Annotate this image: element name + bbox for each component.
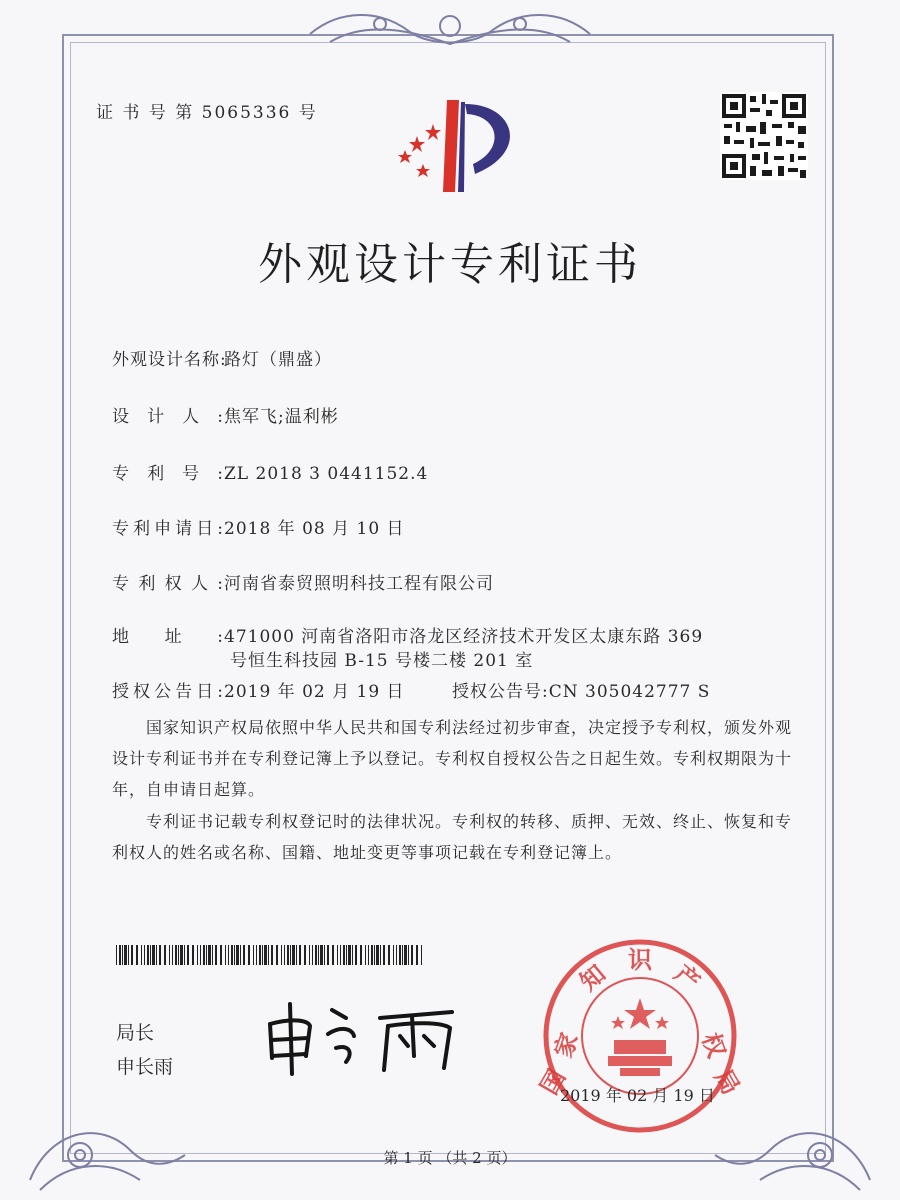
svg-text:国: 国 <box>534 1064 572 1100</box>
svg-text:家: 家 <box>549 1029 584 1062</box>
grant-no-label: 授权公告号: <box>452 682 549 702</box>
address-row <box>112 622 703 647</box>
patent-no-row <box>112 459 428 484</box>
patent-no-label: 专利号: <box>112 464 224 484</box>
svg-text:局: 局 <box>708 1064 746 1100</box>
barcode-icon <box>116 945 428 965</box>
patentee-label: 专利权人: <box>112 574 224 594</box>
design-name-label: 外观设计名称: <box>112 350 227 370</box>
director-name: 申长雨 <box>116 1056 174 1078</box>
address-line1: 471000 河南省洛阳市洛龙区经济技术开发区太康东路 369 <box>224 627 704 647</box>
address-label: 地址: <box>112 627 224 647</box>
certificate-number-value: 5065336 <box>201 103 292 123</box>
patentee-value: 河南省泰贸照明科技工程有限公司 <box>224 574 494 594</box>
certificate-title: 外观设计专利证书 <box>258 239 642 290</box>
body-paragraph-2-text: 专利证书记载专利权登记时的法律状况。专利权的转移、质押、无效、终止、恢复和专利权人的姓名或名称、国籍、地址变更等事项记载在专利登记簿上。 <box>112 812 793 862</box>
patentee-row <box>112 569 494 594</box>
application-date-label: 专利申请日: <box>112 519 224 539</box>
grant-date-value: 2019 年 02 月 19 日 <box>224 682 405 702</box>
design-name-value: 路灯（鼎盛） <box>224 350 332 370</box>
body-paragraph-1-text: 国家知识产权局依照中华人民共和国专利法经过初步审查，决定授予专利权，颁发外观设计专利证书并在专利登记簿上予以登记。专利权自授权公告之日起生效。专利权期限为十年，自申请日起算。 <box>112 718 793 799</box>
designer-value: 焦军飞;温利彬 <box>224 407 339 427</box>
cnipa-logo-icon <box>385 92 525 202</box>
handwritten-signature-icon <box>262 996 462 1076</box>
certificate-number-label: 证 书 号 第 <box>96 103 195 123</box>
body-paragraph-1 <box>112 712 802 805</box>
svg-text:识: 识 <box>628 946 652 974</box>
body-paragraph-2 <box>112 806 802 868</box>
svg-text:知: 知 <box>574 959 612 997</box>
official-seal-icon <box>534 936 746 1136</box>
seal-date: 2019 年 02 月 19 日 <box>560 1086 715 1105</box>
design-name-row <box>112 345 332 370</box>
patent-no-value: ZL 2018 3 0441152.4 <box>224 464 429 484</box>
address-line2: 号恒生科技园 B-15 号楼二楼 201 室 <box>230 651 534 671</box>
designer-row <box>112 402 339 427</box>
director-title: 局长 <box>116 1022 155 1044</box>
grant-no-value: CN 305042777 S <box>548 682 711 702</box>
qr-code-icon <box>720 92 808 180</box>
grant-date-row <box>112 677 405 702</box>
certificate-number <box>96 98 318 123</box>
grant-date-label: 授权公告日: <box>112 682 224 702</box>
page-footer: 第 1 页 （共 2 页） <box>383 1149 517 1167</box>
application-date-row <box>112 514 405 539</box>
svg-text:权: 权 <box>696 1029 731 1062</box>
svg-text:产: 产 <box>668 959 706 997</box>
top-ornament-icon <box>300 4 600 56</box>
certificate-number-suffix: 号 <box>298 103 318 123</box>
designer-label: 设计人: <box>112 407 224 427</box>
grant-no-row <box>452 677 710 702</box>
application-date-value: 2018 年 08 月 10 日 <box>224 519 405 539</box>
